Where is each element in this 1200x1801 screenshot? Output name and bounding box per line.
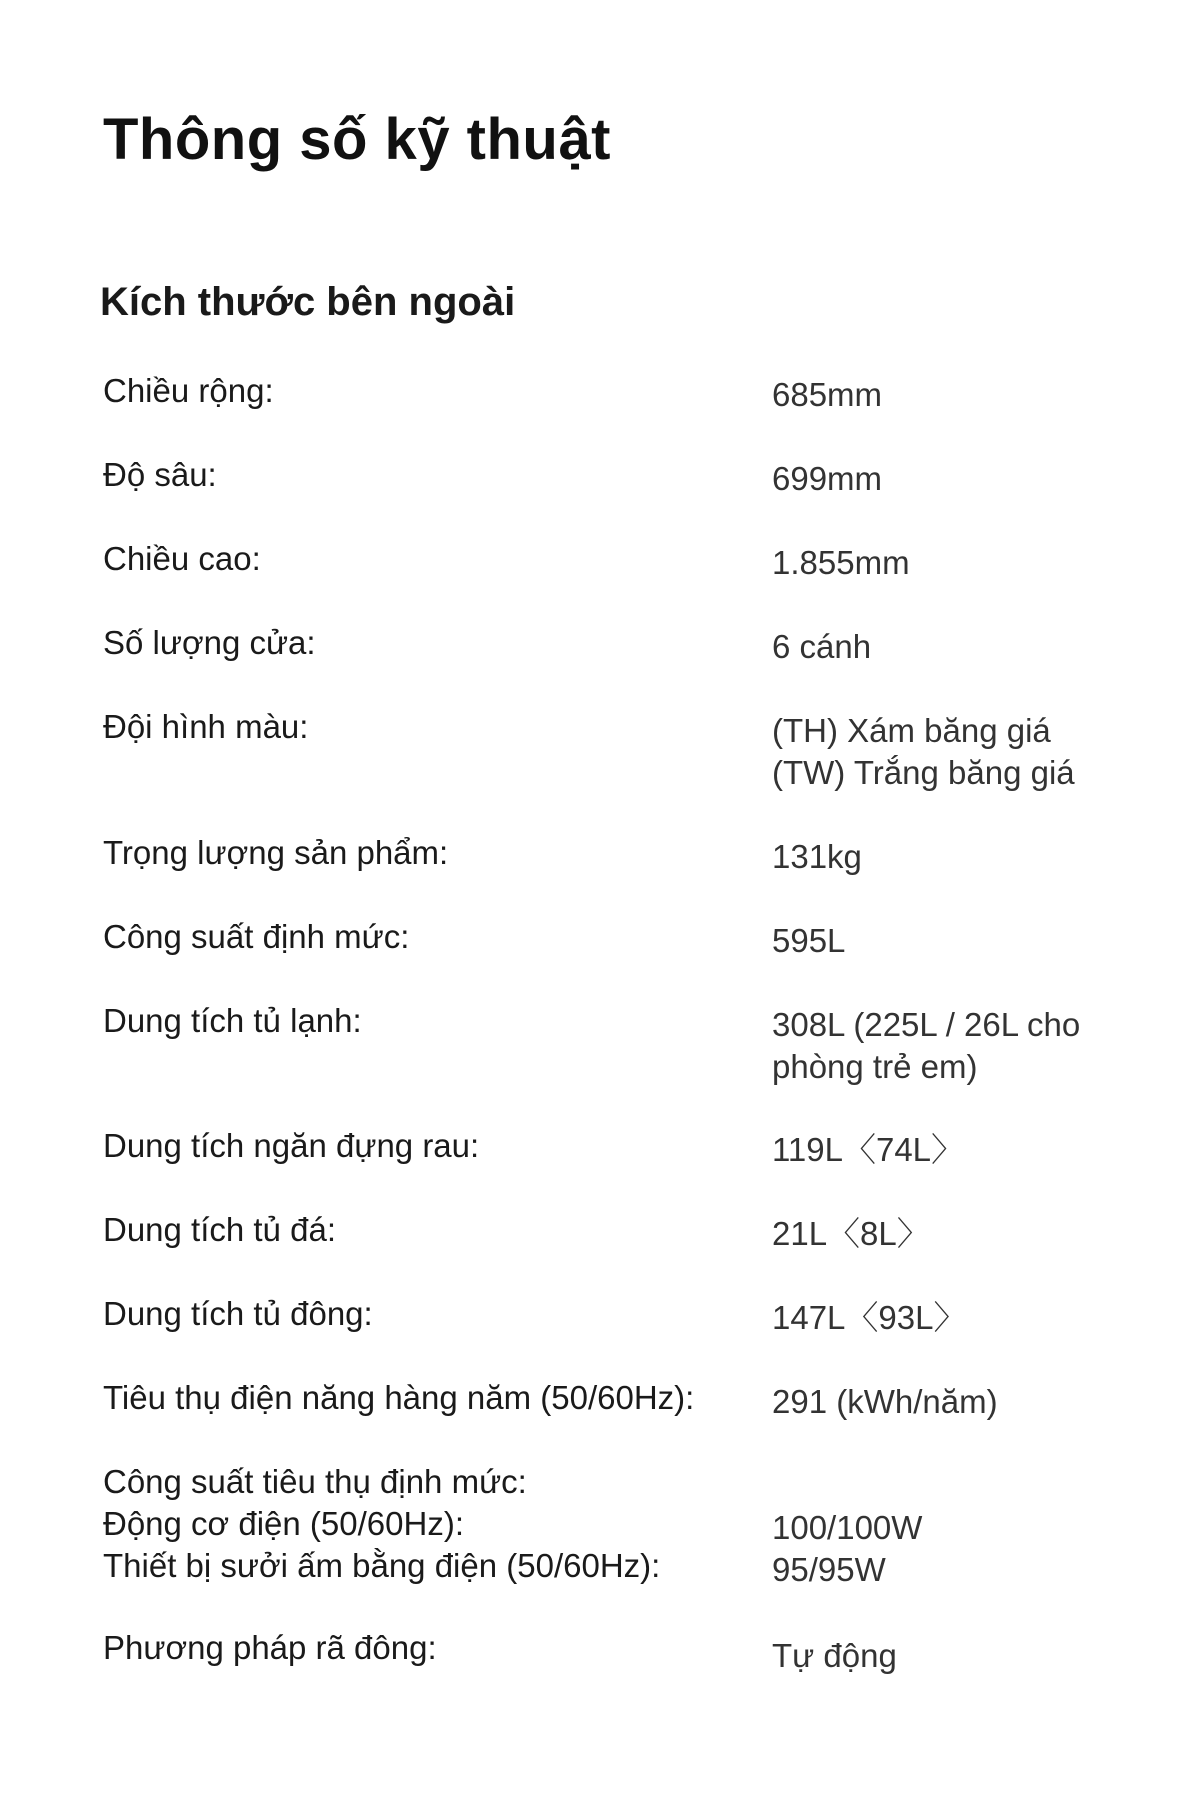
spec-value-line: 95/95W: [772, 1551, 886, 1588]
spec-label: Trọng lượng sản phẩm:: [103, 834, 449, 871]
spec-value: 6 cánh: [772, 628, 872, 665]
spec-label: Độ sâu:: [103, 456, 217, 493]
spec-label: Dung tích ngăn đựng rau:: [103, 1127, 480, 1164]
spec-value: 131kg: [772, 838, 862, 875]
spec-value-multiline: [772, 1507, 922, 1591]
spec-value-line: 308L (225L / 26L cho: [772, 1006, 1081, 1043]
section-title: Kích thước bên ngoài: [100, 280, 516, 324]
spec-value-line: (TH) Xám băng giá: [772, 712, 1051, 749]
spec-label: Đội hình màu:: [103, 708, 309, 745]
spec-label: Chiều cao:: [103, 540, 261, 577]
spec-value: 21L〈8L〉: [772, 1215, 930, 1252]
spec-value-multiline: [772, 1004, 1080, 1088]
spec-label: Số lượng cửa:: [103, 624, 316, 661]
spec-value: 595L: [772, 922, 846, 959]
page-title: Thông số kỹ thuật: [103, 107, 611, 172]
spec-label-line: Công suất tiêu thụ định mức:: [103, 1463, 527, 1500]
spec-label: Công suất định mức:: [103, 918, 410, 955]
spec-label: Chiều rộng:: [103, 372, 274, 409]
spec-label: Dung tích tủ lạnh:: [103, 1002, 362, 1039]
spec-label: Dung tích tủ đá:: [103, 1211, 336, 1248]
spec-value-line: phòng trẻ em): [772, 1048, 978, 1085]
spec-value-line: 100/100W: [772, 1509, 923, 1546]
spec-value-line: (TW) Trắng băng giá: [772, 754, 1075, 791]
spec-value: 685mm: [772, 376, 883, 413]
spec-label-multiline: [103, 1461, 660, 1587]
spec-label: Dung tích tủ đông:: [103, 1295, 373, 1332]
spec-value: 291 (kWh/năm): [772, 1383, 998, 1420]
spec-value: 147L〈93L〉: [772, 1299, 967, 1336]
spec-label-line: Động cơ điện (50/60Hz):: [103, 1505, 464, 1542]
spec-value: 119L〈74L〉: [772, 1131, 965, 1168]
spec-label: Phương pháp rã đông:: [103, 1629, 437, 1666]
spec-value-multiline: [772, 710, 1075, 794]
spec-value: Tự động: [772, 1637, 897, 1674]
spec-value: 1.855mm: [772, 544, 910, 581]
spec-label: Tiêu thụ điện năng hàng năm (50/60Hz):: [103, 1379, 695, 1416]
spec-value: 699mm: [772, 460, 883, 497]
spec-label-line: Thiết bị sưởi ấm bằng điện (50/60Hz):: [103, 1547, 661, 1584]
